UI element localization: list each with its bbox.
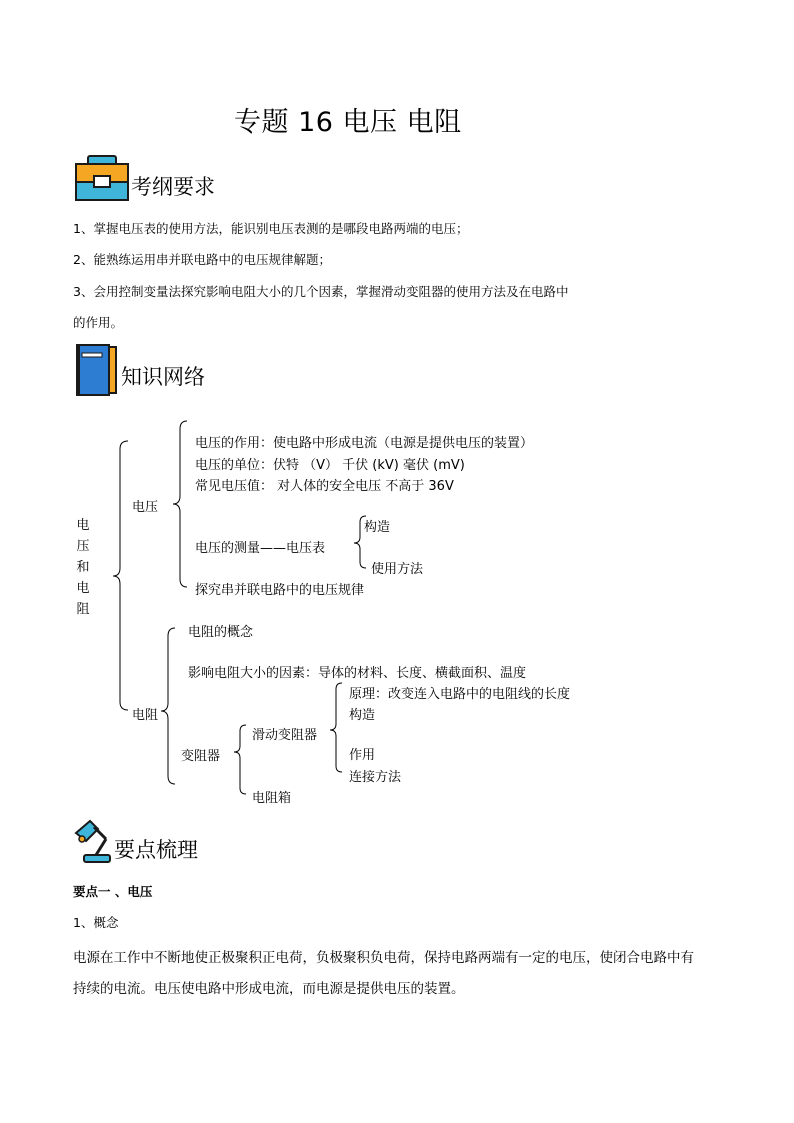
desk-lamp-icon [70, 817, 118, 865]
slide-function: 作用 [349, 748, 376, 763]
page-title: 专题 16 电压 电阻 [234, 107, 462, 138]
requirement-item-3: 3、会用控制变量法探究影响电阻大小的几个因素，掌握滑动变阻器的使用方法及在电路中 [73, 284, 569, 299]
resistance-concept: 电阻的概念 [188, 625, 254, 640]
voltage-structure: 构造 [364, 520, 391, 535]
concept-paragraph-line-2: 持续的电流。电压使电路中形成电流，而电源是提供电压的装置。 [73, 981, 465, 997]
voltage-explore: 探究串并联电路中的电压规律 [195, 583, 365, 598]
voltage-usage: 使用方法 [371, 562, 424, 577]
requirement-item-1: 1、掌握电压表的使用方法，能识别电压表测的是哪段电路两端的电压； [73, 221, 469, 236]
network-heading: 知识网络 [121, 365, 205, 389]
slide-connection: 连接方法 [349, 770, 402, 785]
resistance-factors: 影响电阻大小的因素：导体的材料、长度、横截面积、温度 [188, 666, 527, 681]
voltage-label: 电压 [132, 500, 159, 515]
resistance-box: 电阻箱 [252, 791, 292, 806]
voltage-common: 常见电压值： 对人体的安全电压 不高于 36V [195, 479, 454, 494]
slide-principle: 原理：改变连入电路中的电阻线的长度 [349, 687, 571, 702]
resistance-label: 电阻 [132, 708, 159, 723]
concept-paragraph-line-1: 电源在工作中不断地使正极聚积正电荷，负极聚积负电荷，保持电路两端有一定的电压，使闭合电路中有 [73, 950, 694, 966]
voltage-effect: 电压的作用：使电路中形成电流（电源是提供电压的装置） [195, 436, 534, 451]
slide-rheostat-label: 滑动变阻器 [252, 728, 318, 743]
slide-structure: 构造 [349, 708, 376, 723]
requirements-heading: 考纲要求 [131, 175, 215, 199]
points-heading: 要点梳理 [114, 838, 198, 862]
voltage-brace [173, 421, 187, 587]
concept-label: 1、概念 [73, 915, 119, 930]
requirement-item-2: 2、能熟练运用串并联电路中的电压规律解题； [73, 252, 331, 267]
voltage-measure: 电压的测量——电压表 [195, 541, 326, 556]
resistance-brace [161, 628, 175, 784]
voltage-unit: 电压的单位：伏特 （V） 千伏 (kV) 毫伏 (mV) [195, 458, 465, 473]
slide-brace [330, 683, 342, 772]
mind-root-label: 电压和电阻 [76, 518, 90, 617]
point-1-title: 要点一 、电压 [73, 884, 153, 899]
rheostat-label: 变阻器 [181, 749, 221, 764]
requirement-item-3-cont: 的作用。 [73, 315, 124, 330]
root-brace [113, 441, 128, 710]
rheostat-brace [234, 725, 246, 794]
